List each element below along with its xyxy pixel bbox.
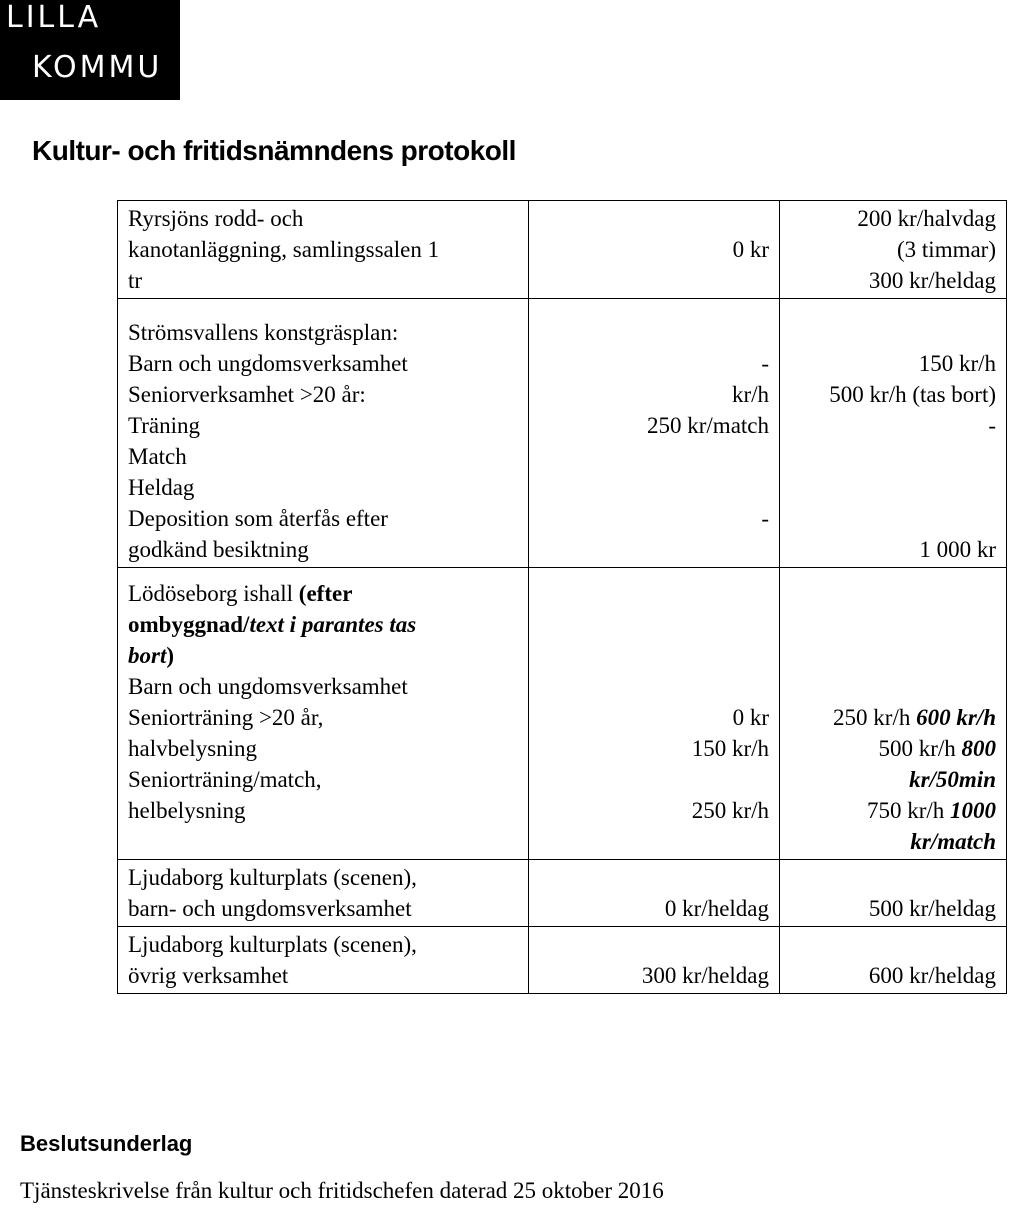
cell-text: 250 kr/h bbox=[833, 705, 917, 730]
cell-text: (3 timmar) bbox=[897, 237, 996, 262]
cell-text bbox=[790, 733, 996, 764]
cell-text: 250 kr/match bbox=[647, 413, 769, 438]
new-fee-cell bbox=[780, 299, 1007, 568]
cell-text: Heldag bbox=[128, 475, 195, 500]
new-fee-cell bbox=[780, 201, 1007, 299]
cell-text: 500 kr/h (tas bort) bbox=[829, 382, 996, 407]
cell-text: kanotanläggning, samlingssalen 1 bbox=[128, 237, 440, 262]
cell-text: ) bbox=[166, 643, 175, 668]
cell-text: 250 kr/h bbox=[691, 798, 769, 823]
cell-text: Strömsvallens konstgräsplan: bbox=[128, 320, 399, 345]
cell-text: 500 kr/h bbox=[878, 736, 962, 761]
cell-text: kr/h bbox=[731, 382, 769, 407]
cell-text: (efter bbox=[298, 581, 353, 606]
cell-text: 300 kr/heldag bbox=[868, 268, 996, 293]
cell-text: Lödöseborg ishall bbox=[128, 581, 299, 606]
cell-text: Seniorträning >20 år, bbox=[128, 705, 324, 730]
cell-text: text i parantes tas bbox=[249, 612, 417, 637]
cell-text: - bbox=[988, 413, 996, 438]
cell-text: - bbox=[761, 351, 769, 376]
cell-text bbox=[128, 609, 518, 640]
current-fee-cell bbox=[529, 860, 780, 927]
cell-text: 1000 bbox=[950, 798, 996, 823]
cell-text: bort bbox=[128, 643, 167, 668]
logo-text-line2: KOMMU bbox=[32, 50, 163, 85]
cell-text bbox=[790, 826, 996, 857]
cell-text: Ljudaborg kulturplats (scenen), bbox=[128, 865, 417, 890]
cell-text: kr/50min bbox=[909, 767, 996, 792]
cell-text: helbelysning bbox=[128, 798, 246, 823]
new-fee-cell bbox=[780, 927, 1007, 994]
new-fee-cell bbox=[780, 568, 1007, 860]
cell-text: Deposition som återfås efter bbox=[128, 506, 388, 531]
facility-cell bbox=[118, 860, 529, 927]
table-row bbox=[118, 201, 1007, 299]
municipality-logo bbox=[0, 0, 180, 100]
section-heading: Beslutsunderlag bbox=[20, 1131, 193, 1156]
cell-text bbox=[128, 578, 518, 609]
current-fee-cell bbox=[529, 927, 780, 994]
cell-text bbox=[128, 640, 518, 671]
logo-text-line1: LILLA bbox=[6, 0, 102, 35]
cell-text: Barn och ungdomsverksamhet bbox=[128, 674, 408, 699]
table-row bbox=[118, 860, 1007, 927]
facility-cell bbox=[118, 201, 529, 299]
cell-text: 500 kr/heldag bbox=[868, 896, 996, 921]
table-row bbox=[118, 299, 1007, 568]
cell-text: 0 kr bbox=[732, 237, 769, 262]
cell-text bbox=[790, 702, 996, 733]
cell-text bbox=[790, 795, 996, 826]
current-fee-cell bbox=[529, 568, 780, 860]
table-row bbox=[118, 568, 1007, 860]
cell-text: godkänd besiktning bbox=[128, 537, 309, 562]
cell-text: 0 kr/heldag bbox=[664, 896, 769, 921]
cell-text: 600 kr/heldag bbox=[868, 963, 996, 988]
cell-text: 600 kr/h bbox=[916, 705, 996, 730]
cell-text: 1 000 kr bbox=[919, 537, 996, 562]
cell-text: 150 kr/h bbox=[918, 351, 996, 376]
cell-text: 150 kr/h bbox=[691, 736, 769, 761]
page-title: Kultur- och fritidsnämndens protokoll bbox=[32, 135, 516, 166]
cell-text bbox=[790, 764, 996, 795]
facility-cell bbox=[118, 927, 529, 994]
cell-text: Barn och ungdomsverksamhet bbox=[128, 351, 408, 376]
cell-text: Match bbox=[128, 444, 187, 469]
new-fee-cell bbox=[780, 860, 1007, 927]
cell-text: 750 kr/h bbox=[866, 798, 950, 823]
cell-text: 0 kr bbox=[732, 705, 769, 730]
cell-text: övrig verksamhet bbox=[128, 963, 289, 988]
cell-text: kr/match bbox=[910, 829, 996, 854]
cell-text: 800 bbox=[961, 736, 996, 761]
cell-text: 200 kr/halvdag bbox=[857, 206, 996, 231]
fee-table bbox=[117, 200, 1007, 994]
table-row bbox=[118, 927, 1007, 994]
facility-cell bbox=[118, 299, 529, 568]
cell-text: Ljudaborg kulturplats (scenen), bbox=[128, 932, 417, 957]
cell-text: Seniorträning/match, bbox=[128, 767, 322, 792]
cell-text: 300 kr/heldag bbox=[641, 963, 769, 988]
cell-text: ombyggnad/ bbox=[128, 612, 250, 637]
cell-text: halvbelysning bbox=[128, 736, 258, 761]
cell-text: barn- och ungdomsverksamhet bbox=[128, 896, 412, 921]
section-text: Tjänsteskrivelse från kultur och fritidschefen daterad 25 oktober 2016 bbox=[20, 1178, 664, 1203]
cell-text: Ryrsjöns rodd- och bbox=[128, 206, 304, 231]
current-fee-cell bbox=[529, 299, 780, 568]
facility-cell bbox=[118, 568, 529, 860]
cell-text: Seniorverksamhet >20 år: bbox=[128, 382, 366, 407]
cell-text: Träning bbox=[128, 413, 200, 438]
cell-text: - bbox=[761, 506, 769, 531]
cell-text: tr bbox=[128, 268, 143, 293]
current-fee-cell bbox=[529, 201, 780, 299]
